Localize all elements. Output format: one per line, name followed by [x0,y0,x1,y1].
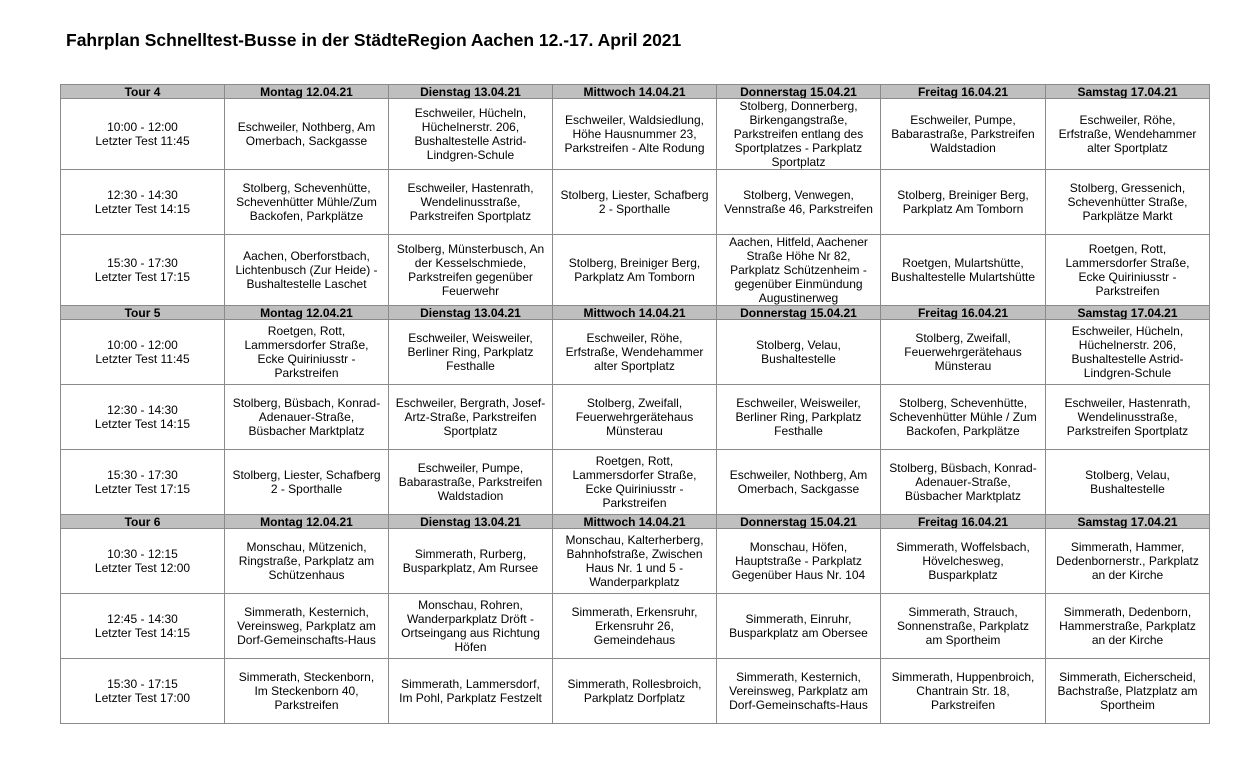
location-cell [389,235,553,306]
location-cell [717,99,881,170]
location-cell [717,450,881,515]
location-text: Simmerath, Woffelsbach, Hövelchesweg, Busparkplatz [896,540,1030,582]
location-text: Stolberg, Donnerberg, Birkengangstraße, Parkstreifen entlang des Sportplatzes - Parkplatz Sportplatz [733,99,864,169]
location-cell [717,320,881,385]
location-cell [881,659,1046,724]
location-cell [1046,99,1210,170]
time-slot: 10:00 - 12:00 Letzter Test 11:45 [95,120,190,148]
location-text: Simmerath, Strauch, Sonnenstraße, Parkplatz am Sportheim [896,605,1030,647]
location-text: Eschweiler, Hücheln, Hüchelnerstr. 206, Bushaltestelle Astrid- Lindgren-Schule [414,106,527,162]
day-header: Montag 12.04.21 [225,85,389,99]
time-slot-cell [61,99,225,170]
location-text: Monschau, Höfen, Hauptstraße - Parkplatz Gegenüber Haus Nr. 104 [731,540,866,582]
location-cell [717,529,881,594]
location-text: Stolberg, Breiniger Berg, Parkplatz Am Tomborn [568,256,701,284]
day-header: Donnerstag 15.04.21 [717,306,881,320]
day-header: Mittwoch 14.04.21 [553,515,717,529]
location-text: Stolberg, Liester, Schafberg 2 - Sporthalle [560,188,709,216]
location-text: Stolberg, Breiniger Berg, Parkplatz Am Tomborn [897,188,1029,216]
location-text: Roetgen, Rott, Lammersdorfer Straße, Ecke Quiriniusstr - Parkstreifen [244,324,369,380]
location-text: Eschweiler, Nothberg, Am Omerbach, Sackgasse [237,120,376,148]
location-text: Eschweiler, Bergrath, Josef- Artz-Straße, Parkstreifen Sportplatz [395,396,546,438]
schedule-body [61,85,1210,724]
day-header: Samstag 17.04.21 [1046,306,1210,320]
day-header: Dienstag 13.04.21 [389,515,553,529]
location-cell [553,170,717,235]
location-text: Stolberg, Münsterbusch, An der Kesselschmiede, Parkstreifen gegenüber Feuerwehr [396,242,545,298]
table-row [61,320,1210,385]
location-cell [553,320,717,385]
time-slot-cell [61,594,225,659]
time-slot: 12:30 - 14:30 Letzter Test 14:15 [94,188,191,216]
location-cell [389,529,553,594]
time-slot-cell [61,170,225,235]
time-slot: 15:30 - 17:15 Letzter Test 17:00 [94,677,191,705]
location-text: Eschweiler, Röhe, Erfstraße, Wendehammer alter Sportplatz [1058,113,1197,155]
location-cell [225,235,389,306]
location-text: Stolberg, Schevenhütte, Schevenhütter Mühle/Zum Backofen, Parkplätze [236,181,377,223]
tour-name: Tour 4 [61,85,225,99]
location-text: Roetgen, Rott, Lammersdorfer Straße, Ecke Quiriniusstr - Parkstreifen [572,454,697,510]
location-cell [881,99,1046,170]
time-slot: 15:30 - 17:30 Letzter Test 17:15 [94,256,191,284]
time-slot: 10:30 - 12:15 Letzter Test 12:00 [94,547,191,575]
time-slot-cell [61,320,225,385]
location-text: Eschweiler, Waldsiedlung, Höhe Hausnummer 23, Parkstreifen - Alte Rodung [564,113,705,155]
location-cell [389,320,553,385]
location-text: Stolberg, Büsbach, Konrad- Adenauer-Straße, Büsbacher Marktplatz [889,461,1037,503]
tour-name: Tour 5 [61,306,225,320]
time-slot: 12:45 - 14:30 Letzter Test 14:15 [94,612,191,640]
time-slot-cell [61,450,225,515]
location-cell [225,170,389,235]
location-text: Simmerath, Lammersdorf, Im Pohl, Parkplatz Festzelt [399,677,542,705]
location-text: Eschweiler, Nothberg, Am Omerbach, Sackgasse [729,468,868,496]
table-row [61,235,1210,306]
location-cell [225,450,389,515]
location-cell [1046,594,1210,659]
location-cell [225,659,389,724]
location-cell [881,235,1046,306]
day-header: Donnerstag 15.04.21 [717,85,881,99]
location-cell [881,529,1046,594]
location-text: Eschweiler, Hücheln, Hüchelnerstr. 206, Bushaltestelle Astrid- Lindgren-Schule [1071,324,1184,380]
day-header: Freitag 16.04.21 [881,515,1046,529]
schedule-table [60,84,1210,724]
location-text: Stolberg, Gressenich, Schevenhütter Straße, Parkplätze Markt [1067,181,1188,223]
location-text: Simmerath, Steckenborn, Im Steckenborn 40, Parkstreifen [238,670,375,712]
location-cell [881,450,1046,515]
location-cell [389,450,553,515]
location-text: Monschau, Kalterherberg, Bahnhofstraße, Zwischen Haus Nr. 1 und 5 - Wanderparkplatz [565,533,704,589]
location-cell [225,99,389,170]
day-header: Dienstag 13.04.21 [389,85,553,99]
time-slot-cell [61,385,225,450]
location-text: Simmerath, Kesternich, Vereinsweg, Parkplatz am Dorf-Gemeinschafts-Haus [729,670,868,712]
location-cell [225,385,389,450]
location-cell [225,529,389,594]
location-text: Stolberg, Zweifall, Feuerwehrgerätehaus Münsterau [904,331,1022,373]
location-cell [225,320,389,385]
location-cell [553,529,717,594]
location-text: Aachen, Hitfeld, Aachener Straße Höhe Nr 82, Parkplatz Schützenheim - gegenüber Einmündung Augustinerweg [729,235,868,305]
location-cell [553,594,717,659]
day-header: Mittwoch 14.04.21 [553,85,717,99]
location-text: Simmerath, Hammer, Dedenbornerstr., Parkplatz an der Kirche [1056,540,1199,582]
document-title: Fahrplan Schnelltest-Busse in der StädteRegion Aachen 12.-17. April 2021 [66,30,682,50]
location-cell [1046,529,1210,594]
location-text: Monschau, Rohren, Wanderparkplatz Dröft - Ortseingang aus Richtung Höfen [401,598,540,654]
location-text: Stolberg, Zweifall, Feuerwehrgerätehaus Münsterau [575,396,694,438]
location-text: Simmerath, Huppenbroich, Chantrain Str. 18, Parkstreifen [891,670,1035,712]
location-text: Stolberg, Büsbach, Konrad- Adenauer-Straße, Büsbacher Marktplatz [232,396,381,438]
time-slot: 15:30 - 17:30 Letzter Test 17:15 [94,468,191,496]
location-cell [717,170,881,235]
location-text: Stolberg, Venwegen, Vennstraße 46, Parkstreifen [724,188,873,216]
tour-header-row [61,306,1210,320]
day-header: Montag 12.04.21 [225,515,389,529]
tour-header-row [61,85,1210,99]
location-text: Monschau, Mützenich, Ringstraße, Parkplatz am Schützenhaus [238,540,375,582]
table-row [61,99,1210,170]
location-cell [1046,170,1210,235]
time-slot-cell [61,235,225,306]
location-text: Simmerath, Einruhr, Busparkplatz am Obersee [729,612,868,640]
table-row [61,529,1210,594]
table-row [61,450,1210,515]
tour-name: Tour 6 [61,515,225,529]
time-slot: 10:00 - 12:00 Letzter Test 11:45 [95,338,190,366]
location-text: Eschweiler, Pumpe, Babarastraße, Parkstreifen Waldstadion [398,461,543,503]
location-cell [1046,385,1210,450]
location-cell [881,385,1046,450]
location-text: Eschweiler, Röhe, Erfstraße, Wendehammer alter Sportplatz [565,331,704,373]
location-text: Simmerath, Kesternich, Vereinsweg, Parkplatz am Dorf-Gemeinschafts-Haus [237,605,376,647]
location-cell [881,320,1046,385]
location-cell [881,170,1046,235]
day-header: Freitag 16.04.21 [881,85,1046,99]
location-text: Stolberg, Schevenhütte, Schevenhütter Mühle / Zum Backofen, Parkplätze [889,396,1037,438]
location-text: Stolberg, Velau, Bushaltestelle [756,338,841,366]
location-text: Simmerath, Eicherscheid, Bachstraße, Platzplatz am Sportheim [1057,670,1198,712]
day-header: Samstag 17.04.21 [1046,85,1210,99]
location-cell [717,385,881,450]
location-cell [553,235,717,306]
location-text: Simmerath, Rurberg, Busparkplatz, Am Rursee [402,547,539,575]
time-slot-cell [61,529,225,594]
location-cell [717,235,881,306]
table-row [61,385,1210,450]
location-cell [389,99,553,170]
location-cell [553,99,717,170]
location-cell [1046,320,1210,385]
table-row [61,659,1210,724]
location-cell [389,170,553,235]
day-header: Donnerstag 15.04.21 [717,515,881,529]
location-cell [1046,235,1210,306]
location-cell [553,659,717,724]
location-text: Simmerath, Rollesbroich, Parkplatz Dorfplatz [567,677,702,705]
time-slot: 12:30 - 14:30 Letzter Test 14:15 [94,403,191,431]
location-cell [389,594,553,659]
location-text: Eschweiler, Hastenrath, Wendelinusstraße, Parkstreifen Sportplatz [407,181,534,223]
location-cell [389,659,553,724]
time-slot-cell [61,659,225,724]
day-header: Freitag 16.04.21 [881,306,1046,320]
day-header: Montag 12.04.21 [225,306,389,320]
location-cell [717,594,881,659]
location-text: Eschweiler, Pumpe, Babarastraße, Parkstreifen Waldstadion [891,113,1035,155]
location-text: Stolberg, Velau, Bushaltestelle [1085,468,1170,496]
location-cell [1046,450,1210,515]
day-header: Samstag 17.04.21 [1046,515,1210,529]
location-cell [553,450,717,515]
location-cell [881,594,1046,659]
location-text: Roetgen, Mulartshütte, Bushaltestelle Mulartshütte [890,256,1036,284]
table-row [61,170,1210,235]
location-text: Stolberg, Liester, Schafberg 2 - Sporthalle [232,468,381,496]
location-text: Eschweiler, Weisweiler, Berliner Ring, Parkplatz Festhalle [735,396,862,438]
day-header: Mittwoch 14.04.21 [553,306,717,320]
location-cell [717,659,881,724]
location-text: Roetgen, Rott, Lammersdorfer Straße, Ecke Quiriniusstr - Parkstreifen [1065,242,1190,298]
tour-header-row [61,515,1210,529]
table-row [61,594,1210,659]
location-text: Simmerath, Dedenborn, Hammerstraße, Parkplatz an der Kirche [1059,605,1196,647]
day-header: Dienstag 13.04.21 [389,306,553,320]
location-text: Eschweiler, Weisweiler, Berliner Ring, Parkplatz Festhalle [407,331,534,373]
location-cell [225,594,389,659]
location-text: Simmerath, Erkensruhr, Erkensruhr 26, Gemeindehaus [571,605,698,647]
location-cell [1046,659,1210,724]
location-cell [389,385,553,450]
location-text: Eschweiler, Hastenrath, Wendelinusstraße, Parkstreifen Sportplatz [1064,396,1191,438]
location-text: Aachen, Oberforstbach, Lichtenbusch (Zur Heide) - Bushaltestelle Laschet [235,249,378,291]
location-cell [553,385,717,450]
